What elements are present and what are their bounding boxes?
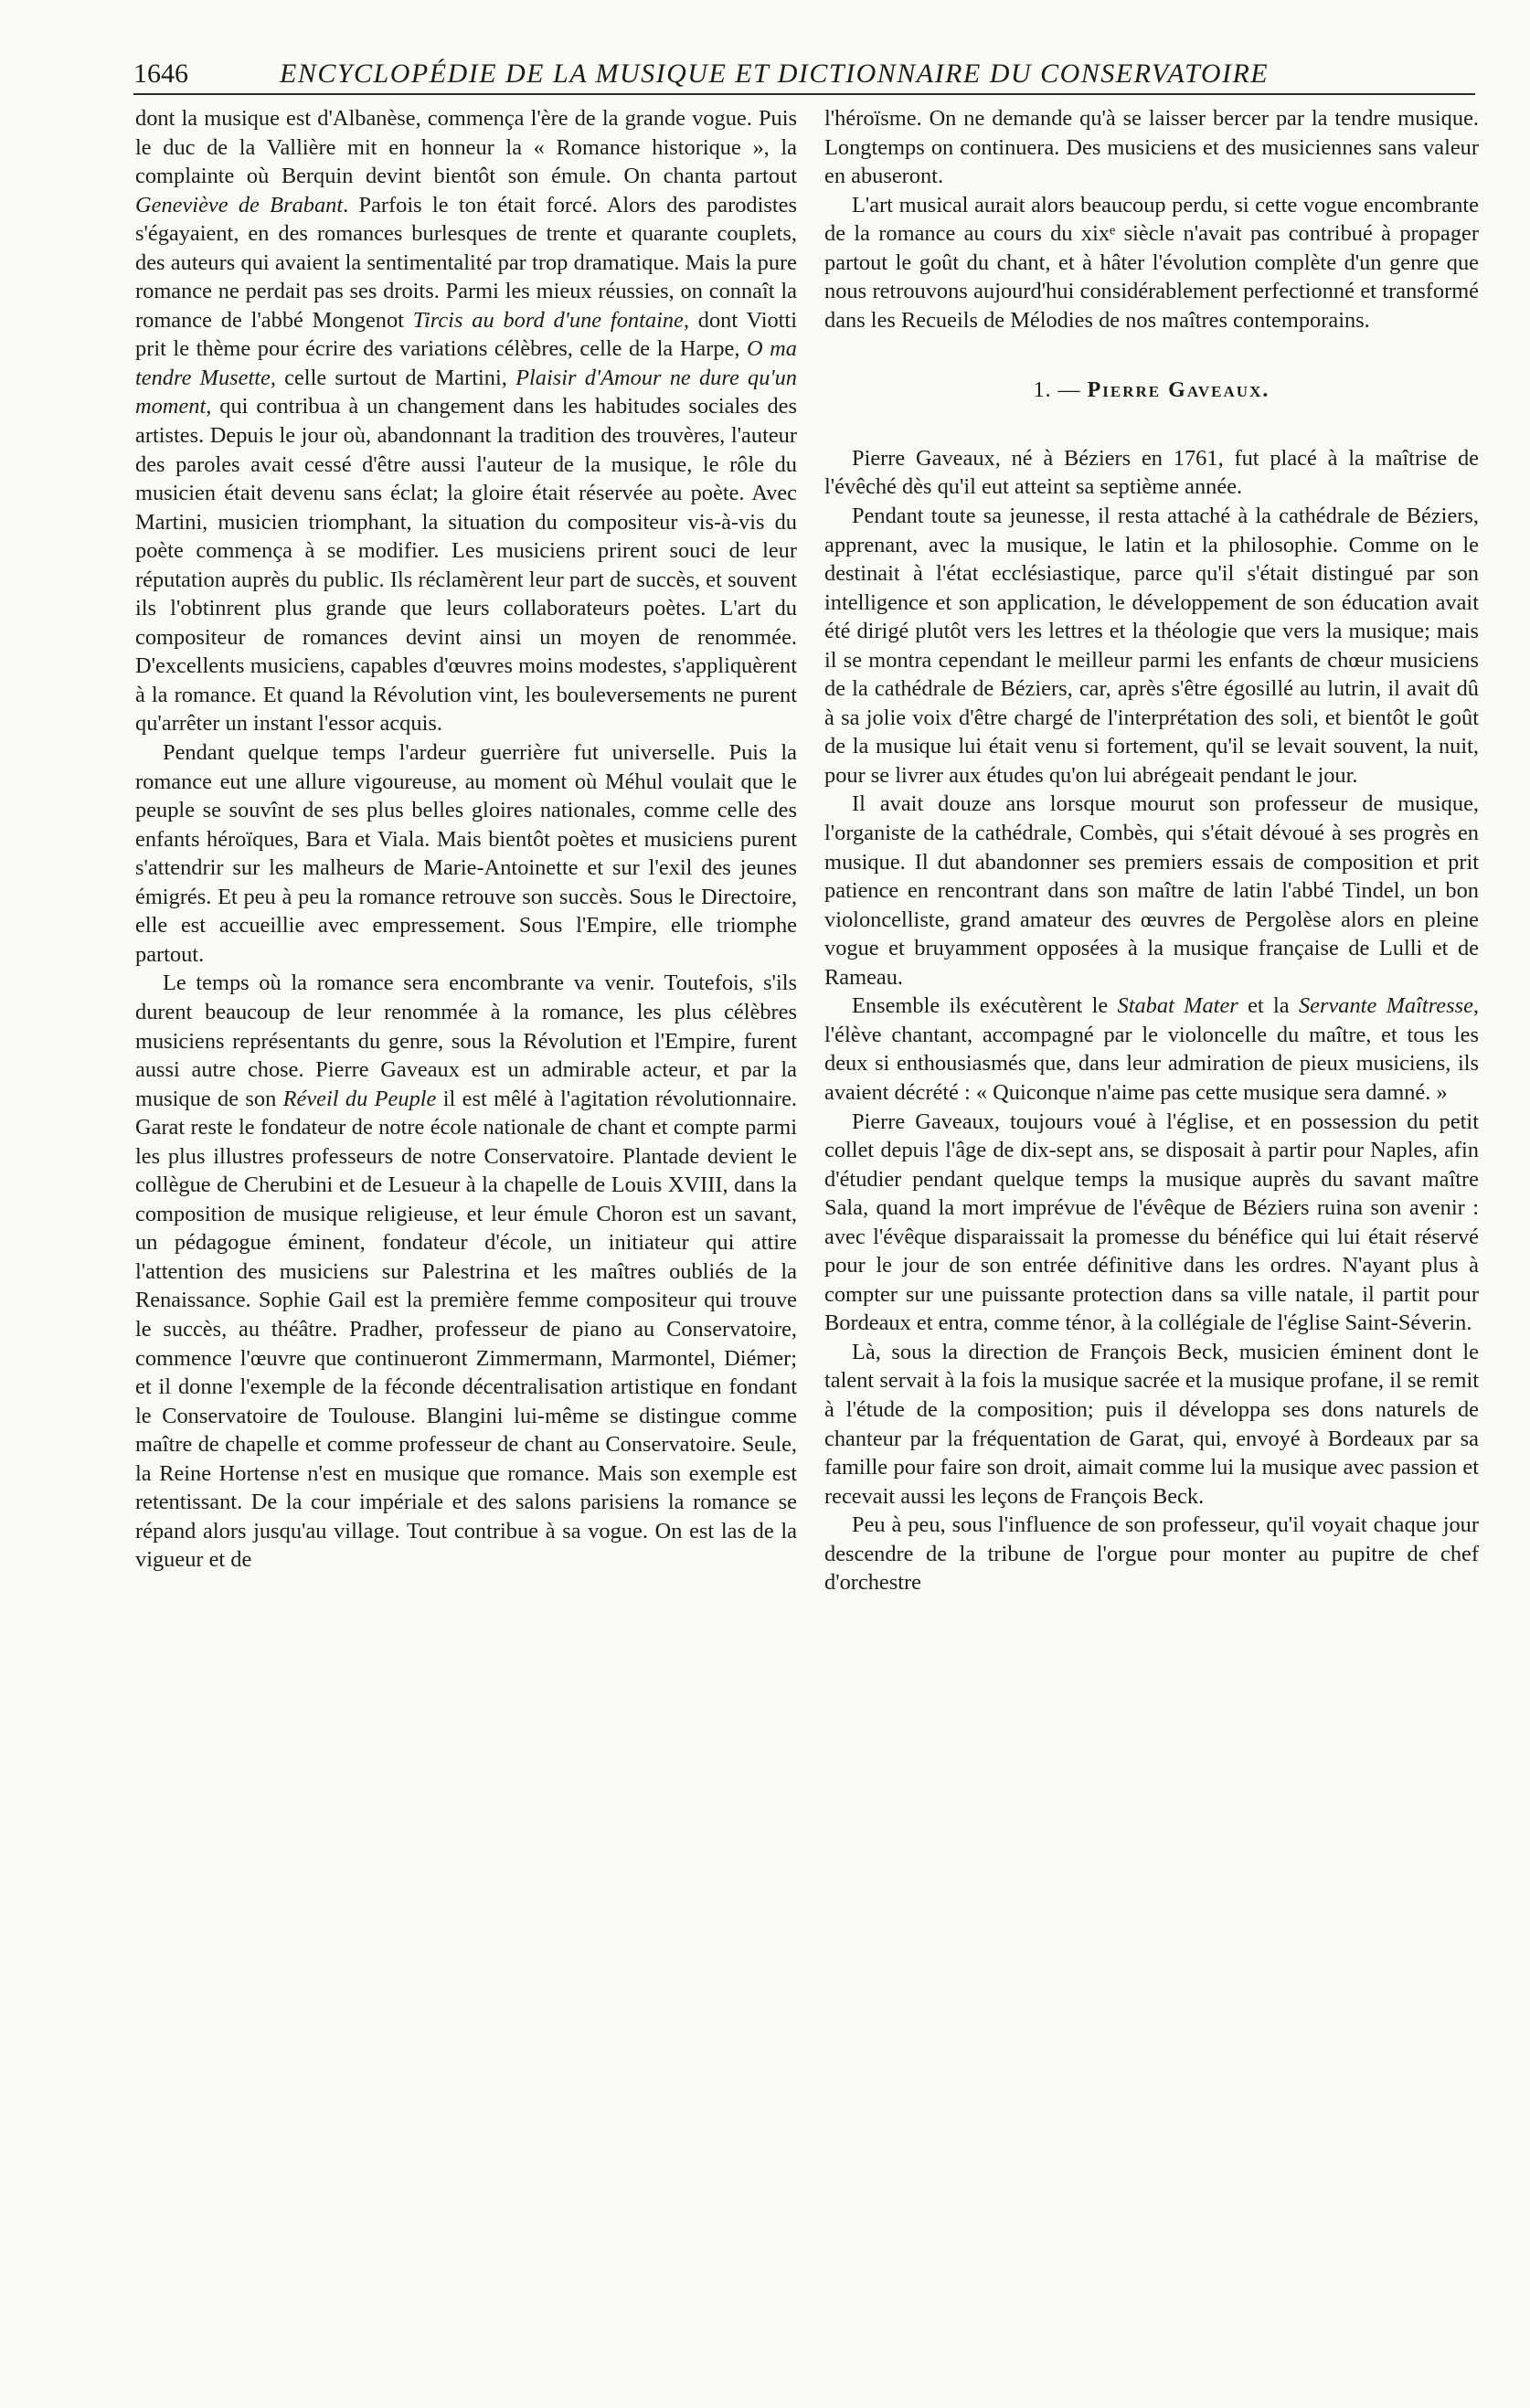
paragraph: Peu à peu, sous l'influence de son professeur, qu'il voyait chaque jour descendre de la tribune de l'orgue pour monter au pupitre de chef d'orchestre (824, 1512, 1479, 1596)
work-title: Réveil du Peuple (282, 1086, 437, 1111)
paragraph: Là, sous la direction de François Beck, musicien éminent dont le talent servait à la fois la musique sacrée et la musique profane, il se remit à l'étude de la composition; puis il développa ses dons naturels de chanteur par la fréquentation de Garat, qui, envoyé à Bordeaux par sa famille pour faire son droit, aimait comme lui la musique avec passion et recevait aussi les leçons de François Beck. (824, 1339, 1479, 1509)
paragraph: Il avait douze ans lorsque mourut son professeur de musique, l'organiste de la cathédrale, Combès, qui s'était dévoué à ses progrès en musique. Il dut abandonner ses premiers essais de composition et prit patience en rencontrant dans son maître de latin l'abbé Tindel, un bon violoncelliste, grand amateur des œuvres de Pergolèse alors en pleine vogue et bruyamment opposées à la musique française de Lulli et de Rameau. (824, 791, 1479, 990)
work-title: O ma tendre Musette, (135, 336, 797, 390)
left-column (135, 104, 797, 1575)
paragraph: Pendant quelque temps l'ardeur guerrière fut universelle. Puis la romance eut une allure vigoureuse, au moment où Méhul voulait que le peuple se souvînt de ses plus belles gloires nationales, comme celle des enfants héroïques, Bara et Viala. Mais bientôt poètes et musiciens purent s'attendrir sur les malheurs de Marie-Antoinette et sur l'exil des jeunes émigrés. Et peu à peu la romance retrouve son succès. Sous le Directoire, elle est accueillie avec empressement. Sous l'Empire, elle triomphe partout. (135, 740, 797, 967)
paragraph: dont la musique est d'Albanèse, commença l'ère de la grande vogue. Puis le duc de la Vallière mit en honneur la « Romance historique », la complainte où Berquin devint bientôt son émule. On chanta partout Geneviève de Brabant. Parfois le ton était forcé. Alors des parodistes s'égayaient, en des romances burlesques de trente et quarante couplets, des auteurs qui avaient la sentimentalité par trop dramatique. Mais la pure romance ne perdait pas ses droits. Parmi les mieux réussies, on connaît la romance de l'abbé Mongenot Tircis au bord d'une fontaine, dont Viotti prit le thème pour écrire des variations célèbres, celle de la Harpe, O ma tendre Musette, celle surtout de Martini, Plaisir d'Amour ne dure qu'un moment, qui contribua à un changement dans les habitudes sociales des artistes. Depuis le jour où, abandonnant la tradition des trouvères, l'auteur des paroles avait cessé d'être aussi l'auteur de la musique, le rôle du musicien était devenu sans éclat; la gloire était réservée au poète. Avec Martini, musicien triomphant, la situation du compositeur vis-à-vis du poète commença à se modifier. Les musiciens prirent souci de leur réputation auprès du public. Ils réclamèrent leur part de succès, et souvent ils l'obtinrent plus grande que leurs collaborateurs poètes. L'art du compositeur de romances devint ainsi un moyen de renommée. D'excellents musiciens, capables d'œuvres moins modestes, s'appliquèrent à la romance. Et quand la Révolution vint, les bouleversements ne purent qu'arrêter un instant l'essor acquis. (135, 106, 797, 737)
paragraph: Pierre Gaveaux, toujours voué à l'église, et en possession du petit collet depuis l'âge de dix-sept ans, se disposait à partir pour Naples, afin d'étudier pendant quelque temps la musique auprès du savant maître Sala, quand la mort imprévue de l'évêque de Béziers ruina son avenir : avec l'évêque disparaissait la promesse du bénéfice qui lui était réservé pour le jour de son entrée définitive dans les ordres. N'ayant plus à compter sur une puissante protection dans sa ville natale, il partit pour Bordeaux et entra, comme ténor, à la collégiale de l'église Saint-Séverin. (824, 1109, 1479, 1336)
paragraph: Pendant toute sa jeunesse, il resta attaché à la cathédrale de Béziers, apprenant, avec la musique, le latin et la philosophie. Comme on le destinait à l'état ecclésiastique, parce qu'il s'était distingué par son intelligence et son application, le développement de son éducation avait été dirigé plutôt vers les lettres et la théologie que vers la musique; mais il se montra cependant le meilleur parmi les enfants de chœur musiciens de la cathédrale de Béziers, car, après s'être égosillé au lutrin, il avait dû à sa jolie voix d'être chargé de l'interprétation des soli, et bientôt le goût de la musique lui était venu si fortement, qu'il se levait souvent, la nuit, pour se livrer aux études qu'on lui abrégeait pendant le jour. (824, 504, 1479, 788)
paragraph: Le temps où la romance sera encombrante va venir. Toutefois, s'ils durent beaucoup de leur renommée à la romance, les plus célèbres musiciens représentants du genre, sous la Révolution et l'Empire, furent aussi autre chose. Pierre Gaveaux est un admirable acteur, et par la musique de son Réveil du Peuple il est mêlé à l'agitation révolutionnaire. Garat reste le fondateur de notre école nationale de chant et compte parmi les plus illustres professeurs de notre Conservatoire. Plantade devient le collègue de Cherubini et de Lesueur à la chapelle de Louis XVIII, dans la composition de musique religieuse, et leur émule Choron est un savant, un pédagogue éminent, fondateur d'école, un initiateur qui attire l'attention des musiciens sur Palestrina et les maîtres oubliés de la Renaissance. Sophie Gail est la première femme compositeur qui trouve le succès, au théâtre. Pradher, professeur de piano au Conservatoire, commence l'œuvre que continueront Zimmermann, Marmontel, Diémer; et il donne l'exemple de la féconde décentralisation artistique en fondant le Conservatoire de Toulouse. Blangini lui-même se distingue comme maître de chapelle et comme professeur de chant au Conservatoire. Seule, la Reine Hortense n'est en musique que romance. Mais son exemple est retentissant. De la cour impériale et des salons parisiens la romance se répand alors jusqu'au village. Tout contribue à sa vogue. On est las de la vigueur et de (135, 971, 797, 1573)
section-heading (824, 377, 1479, 406)
work-title: Servante Maîtresse (1298, 993, 1473, 1019)
work-title: Geneviève de Brabant (135, 192, 344, 217)
page-header (133, 57, 1475, 95)
paragraph: Pierre Gaveaux, né à Béziers en 1761, fut placé à la maîtrise de l'évêché dès qu'il eut atteint sa septième année. (824, 445, 1479, 500)
section-title: Pierre Gaveaux. (1087, 378, 1270, 403)
work-title: Stabat Mater (1117, 993, 1238, 1019)
paragraph: l'héroïsme. On ne demande qu'à se laisser bercer par la tendre musique. Longtemps on continuera. Des musiciens et des musiciennes sans valeur en abuseront. (824, 106, 1479, 189)
paragraph: Ensemble ils exécutèrent le Stabat Mater et la Servante Maîtresse, l'élève chantant, accompagné par le violoncelle du maître, et tous les deux si enthousiasmés que, dans leur admiration de pieux musiciens, ils avaient décrété : « Quiconque n'aime pas cette musique sera damné. » (824, 993, 1480, 1105)
page-number: 1646 (133, 58, 188, 89)
paragraph: L'art musical aurait alors beaucoup perdu, si cette vogue encombrante de la romance au cours du xixᵉ siècle n'avait pas contribué à propager partout le goût du chant, et à hâter l'évolution complète d'un genre que nous retrouvons aujourd'hui considérablement perfectionné et transformé dans les Recueils de Mélodies de nos maîtres contemporains. (824, 192, 1479, 333)
work-title: Plaisir d'Amour ne dure qu'un moment, (135, 365, 797, 419)
right-column (824, 104, 1479, 1597)
section-number: 1. — (1033, 378, 1081, 403)
work-title: Tircis au bord d'une fontaine, (412, 307, 689, 333)
running-title: ENCYCLOPÉDIE DE LA MUSIQUE ET DICTIONNAIRE DU CONSERVATOIRE (280, 58, 1270, 89)
